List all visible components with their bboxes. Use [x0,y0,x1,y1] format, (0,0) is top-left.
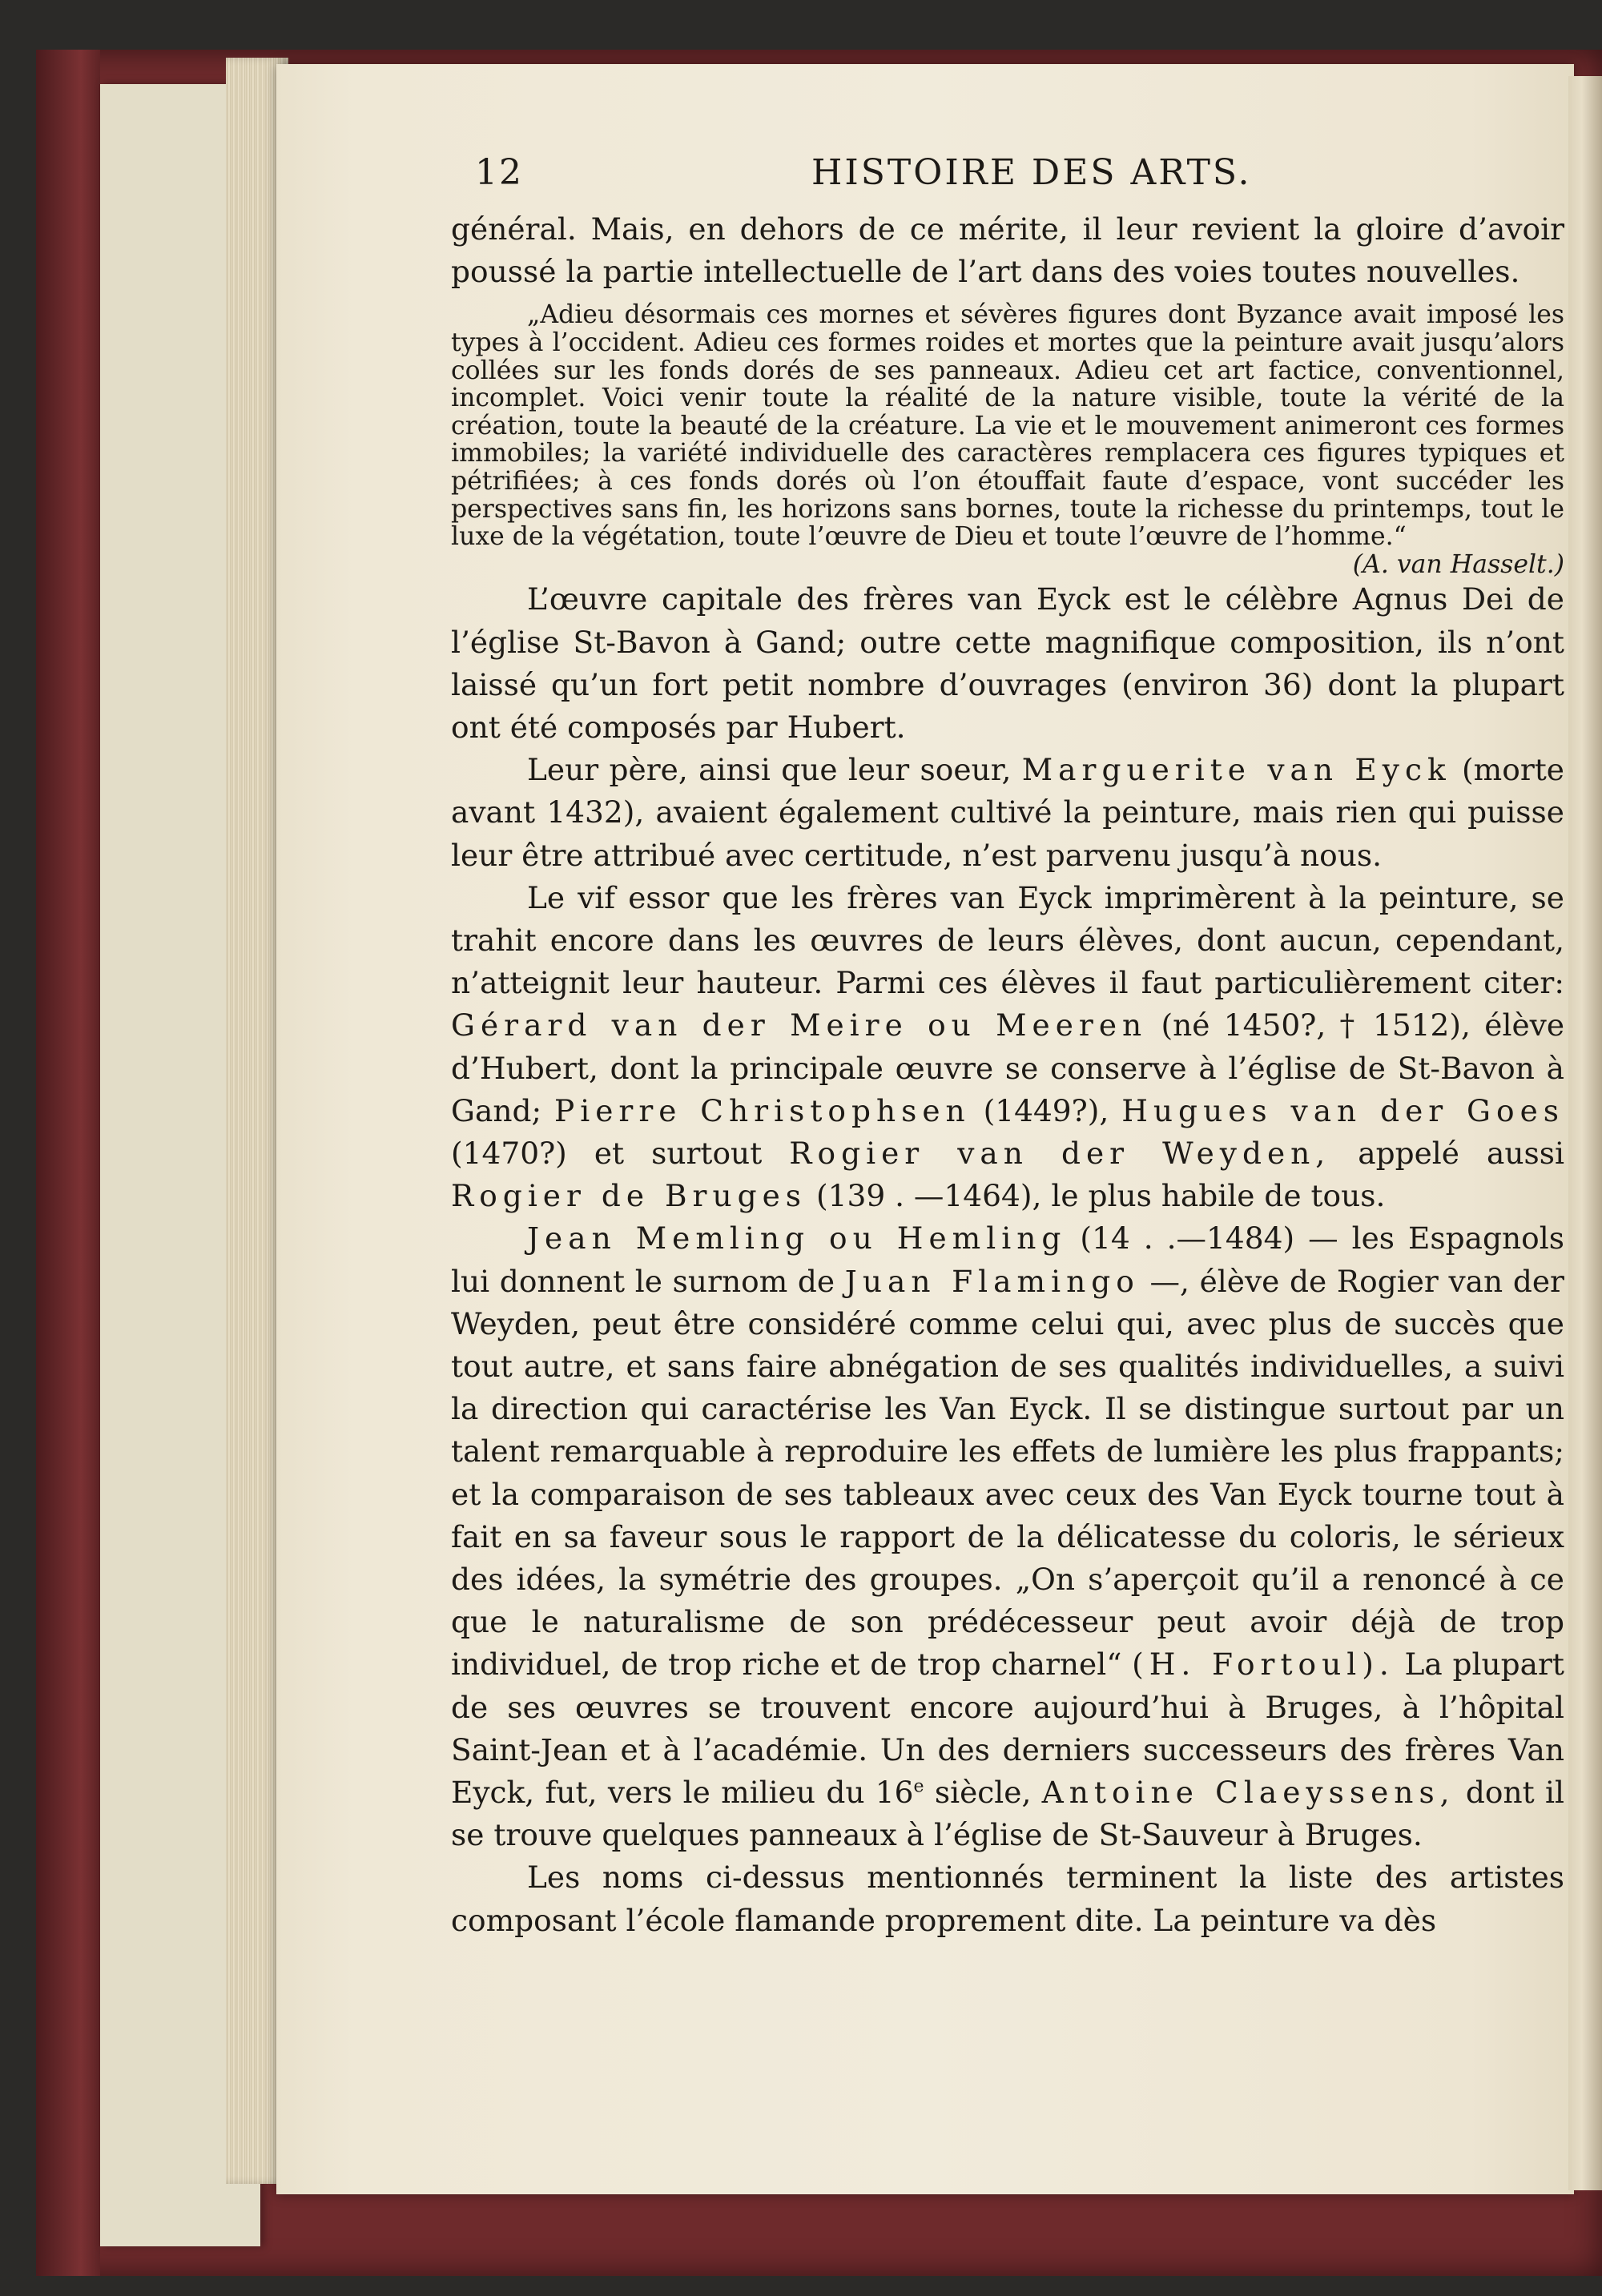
text-run: appelé aussi [1358,1135,1564,1171]
page-text-block [451,152,1564,1942]
person-name: (H. Fortoul). [1132,1647,1395,1683]
running-header [451,152,1564,208]
person-name: Hugues van der Goes [1121,1092,1565,1128]
text-run: (1449?), [983,1092,1109,1128]
paragraph-4 [451,877,1564,1218]
person-name: Gérard van der Meire ou Meeren [451,1007,1148,1043]
person-name: Rogier de Bruges [451,1178,807,1214]
superscript: e [913,1776,924,1797]
text-run: (morte avant 1432), avaient également cultivé la peinture, mais rien qui puisse leur être attribué avec certitude, n’est parvenu jusqu’à nous. [451,752,1565,873]
person-name: Jean Memling ou Hemling [527,1220,1067,1257]
paragraph-6: Les noms ci-dessus mentionnés terminent la liste des artistes composant l’école flamande proprement dite. La peinture va dès [451,1860,1564,1938]
running-title: HISTOIRE DES ARTS. [811,152,1252,193]
text-run: Le vif essor que les frères van Eyck imprimèrent à la peinture, se trahit encore dans les œuvres de leurs élèves, dont aucun, cependant, n’atteignit leur hauteur. Parmi ces élèves il faut particulièrement citer: [451,879,1564,1001]
book-spine [36,50,100,2276]
person-name: Juan Flamingo [844,1263,1140,1299]
text-run: siècle, [934,1775,1032,1811]
text-run: dont il se trouve quelques panneaux à l’église de St-Sauveur à Bruges. [451,1775,1564,1853]
page-number: 12 [475,152,523,193]
body-text [451,208,1564,293]
quote-attribution: (A. van Hasselt.) [1352,549,1564,579]
text-run: (139 . —1464), le plus habile de tous. [815,1178,1386,1214]
text-run: (14 . .—1484) — les Espagnols lui donnent le surnom de [451,1220,1564,1299]
person-name: Pierre Christophsen [553,1092,971,1128]
paragraph-5 [451,1217,1564,1856]
person-name: Marguerite van Eyck [1021,752,1451,788]
quote-text: „Adieu désormais ces mornes et sévères figures dont Byzance avait imposé les types à l’occident. Adieu ces formes roides et mortes que la peinture avait jusqu’alors collées sur les fonds dorés de ses panneaux. Adieu cet art factice, conventionnel, incomplet. Voici venir toute la réalité de la nature visible, toute la vérité de la création, toute la beauté de la créature. La vie et le mouvement animeront ces formes immobiles; la variété individuelle des caractères remplacera ces figures typiques et pétrifiées; à ces fonds dorés où l’on étouffait faute d’espace, vont succéder les perspectives sans fin, les horizons sans bornes, toute la richesse du printemps, tout le luxe de la végétation, toute l’œuvre de Dieu et toute l’œuvre de l’homme.“ [451,300,1564,552]
text-run: (1470?) et surtout [451,1135,763,1171]
text-run: (né 1450?, † 1512), élève d’Hubert, dont la principale œuvre se conserve à l’église de St-Bavon à Gand; [451,1007,1565,1128]
paragraph-2: L’œuvre capitale des frères van Eyck est le célèbre Agnus Dei de l’église St-Bavon à Gand; outre cette magnifique composition, ils n’ont laissé qu’un fort petit nombre d’ouvrages (environ 36) dont la plupart ont été composés par Hubert. [451,581,1564,745]
page-right-edge [1568,76,1602,2190]
block-quote [451,301,1564,578]
text-run: Leur père, ainsi que leur soeur, [527,752,1012,788]
person-name: Rogier van der Weyden, [789,1135,1331,1171]
person-name: Antoine Claeyssens, [1041,1775,1455,1811]
paragraph-1: général. Mais, en dehors de ce mérite, il leur revient la gloire d’avoir poussé la partie intellectuelle de l’art dans des voies toutes nouvelles. [451,211,1564,290]
text-run: —, élève de Rogier van der Weyden, peut être considéré comme celui qui, avec plus de succès que tout autre, et sans faire abnégation de ses qualités individuelles, a suivi la direction qui caractérise les Van Eyck. Il se distingue surtout par un talent remarquable à reproduire les effets de lumière les plus frappants; et la comparaison de ses tableaux avec ceux des Van Eyck tourne tout à fait en sa faveur sous le rapport de la délicatesse du coloris, le sérieux des idées, la symétrie des groupes. „On s’aperçoit qu’il a renoncé à ce que le naturalisme de son prédécesseur peut avoir déjà de trop individuel, de trop riche et de trop charnel“ [451,1263,1564,1683]
paragraph-3 [451,749,1564,877]
body-text-main [451,578,1564,1942]
text-run: La plupart de ses œuvres se trouvent encore aujourd’hui à Bruges, à l’hôpital Saint-Jean et à l’académie. Un des derniers successeurs des frères Van Eyck, fut, vers le milieu du 16 [451,1647,1564,1811]
